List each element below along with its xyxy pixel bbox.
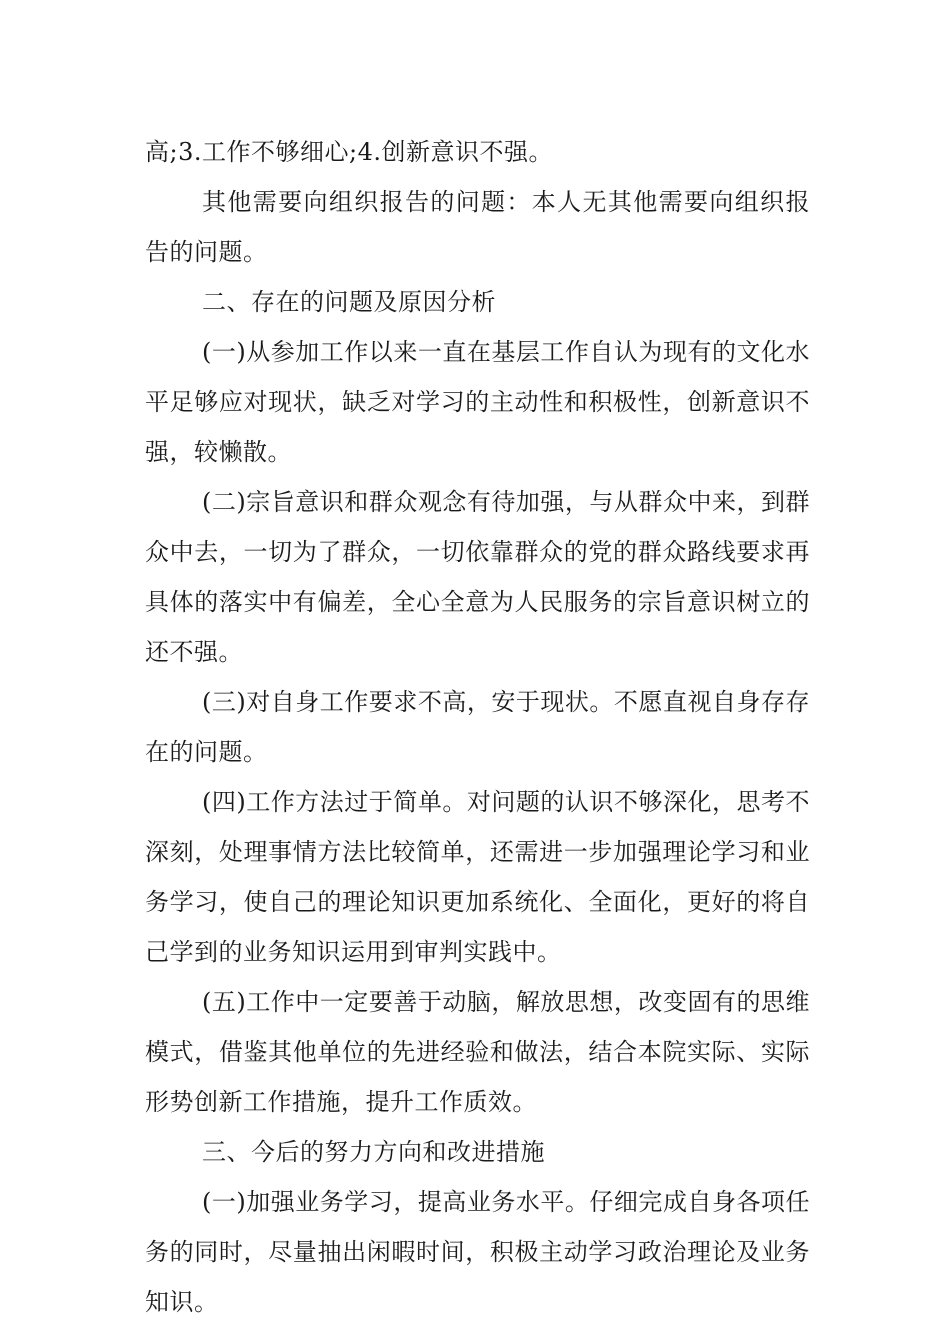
paragraph-problem-1: (一)从参加工作以来一直在基层工作自认为现有的文化水平足够应对现状，缺乏对学习的主动性和积极性，创新意识不强，较懒散。 [145, 338, 810, 466]
section-heading-problems: 二、存在的问题及原因分析 [202, 288, 496, 316]
paragraph-problem-4: (四)工作方法过于简单。对问题的认识不够深化，思考不深刻，处理事情方法比较简单，还需进一步加强理论学习和业务学习，使自己的理论知识更加系统化、全面化，更好的将自己学到的业务知识运用到审判实践中。 [145, 788, 810, 966]
paragraph-problem-3: (三)对自身工作要求不高，安于现状。不愿直视自身存存在的问题。 [145, 688, 810, 766]
paragraph-improvement-1: (一)加强业务学习，提高业务水平。仔细完成自身各项任务的同时，尽量抽出闲暇时间，积极主动学习政治理论及业务知识。 [145, 1188, 810, 1316]
paragraph-continuation: 高;3.工作不够细心;4.创新意识不强。 [145, 138, 553, 166]
paragraph-problem-2: (二)宗旨意识和群众观念有待加强，与从群众中来，到群众中去，一切为了群众，一切依靠群众的党的群众路线要求再具体的落实中有偏差，全心全意为人民服务的宗旨意识树立的还不强。 [145, 488, 810, 666]
document-body [145, 127, 810, 1327]
paragraph-other-issues: 其他需要向组织报告的问题：本人无其他需要向组织报告的问题。 [145, 188, 810, 266]
paragraph-problem-5: (五)工作中一定要善于动脑，解放思想，改变固有的思维模式，借鉴其他单位的先进经验和做法，结合本院实际、实际形势创新工作措施，提升工作质效。 [145, 988, 810, 1116]
section-heading-improvements: 三、今后的努力方向和改进措施 [202, 1138, 545, 1166]
